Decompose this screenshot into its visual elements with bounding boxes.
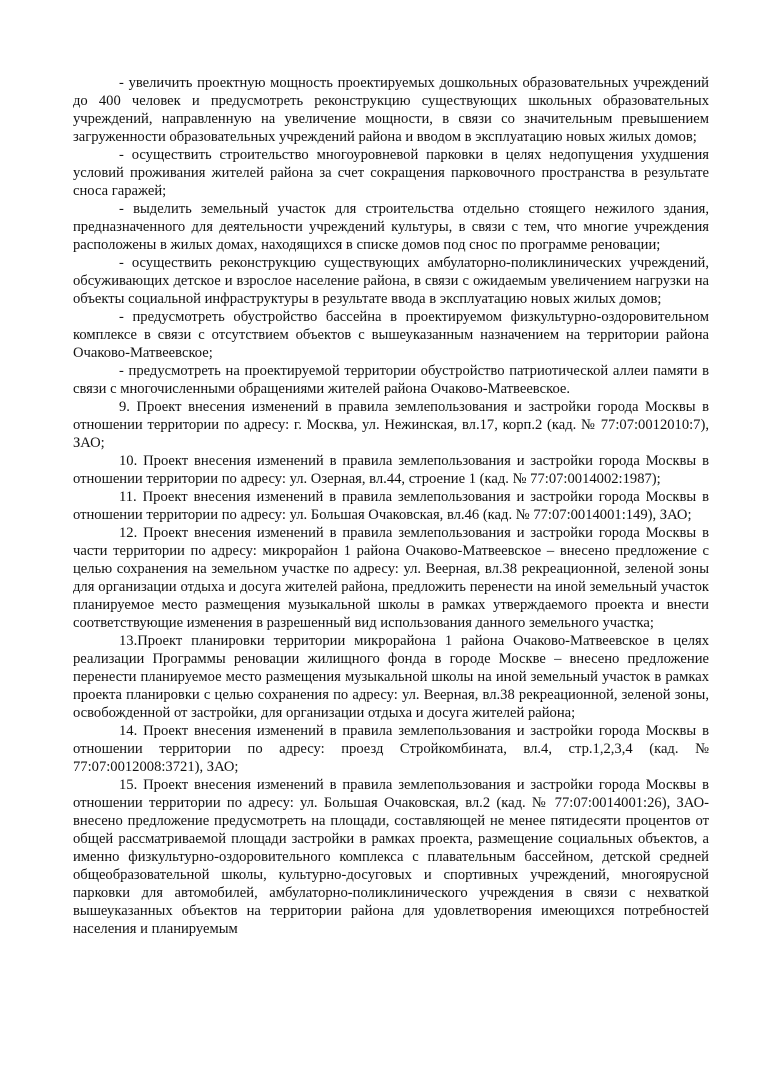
paragraph-multilevel-parking: - осуществить строительство многоуровневой парковки в целях недопущения ухудшения условий проживания жителей района за счет сокращения парковочного пространства в результате сноса гаражей; (73, 147, 709, 199)
paragraph-kindergarten-capacity: - увеличить проектную мощность проектируемых дошкольных образовательных учреждений до 400 человек и предусмотреть реконструкцию существующих школьных образовательных учреждений, направленную на увеличение мощности, в связи со значительным превышением загруженности образовательных учреждений района и вводом в эксплуатацию новых жилых домов; (73, 75, 709, 145)
paragraph-item-15: 15. Проект внесения изменений в правила землепользования и застройки города Москвы в отношении территории по адресу: ул. Большая Очаковская, вл.2 (кад. № 77:07:0014001:26), ЗАО- внесено предложение предусмотреть на площади, составляющей не менее пятидесяти процентов от общей рассматриваемой площади застройки в рамках проекта, размещение социальных объектов, а именно физкультурно-оздоровительного комплекса с плавательным бассейном, детской средней общеобразовательной школы, культурно-досуговых и спортивных учреждений, многоярусной парковки для автомобилей, амбулаторно-поликлинического учреждения в связи с нехваткой вышеуказанных объектов на территории района для удовлетворения имеющихся потребностей населения и планируемым (73, 777, 709, 937)
paragraph-item-13: 13.Проект планировки территории микрорайона 1 района Очаково-Матвеевское в целях реализации Программы реновации жилищного фонда в городе Москве – внесено предложение перенести планируемое место размещения музыкальной школы на иной земельный участок в рамках проекта планировки с целью сохранения по адресу: ул. Веерная, вл.38 рекреационной, зеленой зоны, освобожденной от застройки, для организации отдыха и досуга жителей района; (73, 633, 709, 721)
paragraph-item-11: 11. Проект внесения изменений в правила землепользования и застройки города Москвы в отношении территории по адресу: ул. Большая Очаковская, вл.46 (кад. № 77:07:0014001:149), ЗАО; (73, 489, 709, 523)
paragraph-item-14: 14. Проект внесения изменений в правила землепользования и застройки города Москвы в отношении территории по адресу: проезд Стройкомбината, вл.4, стр.1,2,3,4 (кад. № 77:07:0012008:3721), ЗАО; (73, 723, 709, 775)
paragraph-item-10: 10. Проект внесения изменений в правила землепользования и застройки города Москвы в отношении территории по адресу: ул. Озерная, вл.44, строение 1 (кад. № 77:07:0014002:1987); (73, 453, 709, 487)
paragraph-item-9: 9. Проект внесения изменений в правила землепользования и застройки города Москвы в отношении территории по адресу: г. Москва, ул. Нежинская, вл.17, корп.2 (кад. № 77:07:0012010:7), ЗАО; (73, 399, 709, 451)
paragraph-polyclinic-reconstruction: - осуществить реконструкцию существующих амбулаторно-поликлинических учреждений, обсуживающих детское и взрослое население района, в связи с ожидаемым увеличением нагрузки на объекты социальной инфраструктуры в результате ввода в эксплуатацию новых жилых домов; (73, 255, 709, 307)
paragraph-culture-building: - выделить земельный участок для строительства отдельно стоящего нежилого здания, предназначенного для деятельности учреждений культуры, в связи с тем, что многие учреждения расположены в жилых домах, находящихся в списке домов под снос по программе реновации; (73, 201, 709, 253)
paragraph-swimming-pool: - предусмотреть обустройство бассейна в проектируемом физкультурно-оздоровительном комплексе в связи с отсутствием объектов с вышеуказанным назначением на территории района Очаково-Матвеевское; (73, 309, 709, 361)
paragraph-item-12: 12. Проект внесения изменений в правила землепользования и застройки города Москвы в части территории по адресу: микрорайон 1 района Очаково-Матвеевское – внесено предложение с целью сохранения на земельном участке по адресу: ул. Веерная, вл.38 рекреационной, зеленой зоны для организации отдыха и досуга жителей района, предложить перенести на иной земельный участок планируемое место размещения музыкальной школы в рамках утверждаемого проекта и внести соответствующие изменения в разрешенный вид использования данного земельного участка; (73, 525, 709, 631)
document-page (73, 74, 709, 938)
paragraph-memorial-alley: - предусмотреть на проектируемой территории обустройство патриотической аллеи памяти в связи с многочисленными обращениями жителей района Очаково-Матвеевское. (73, 363, 709, 397)
